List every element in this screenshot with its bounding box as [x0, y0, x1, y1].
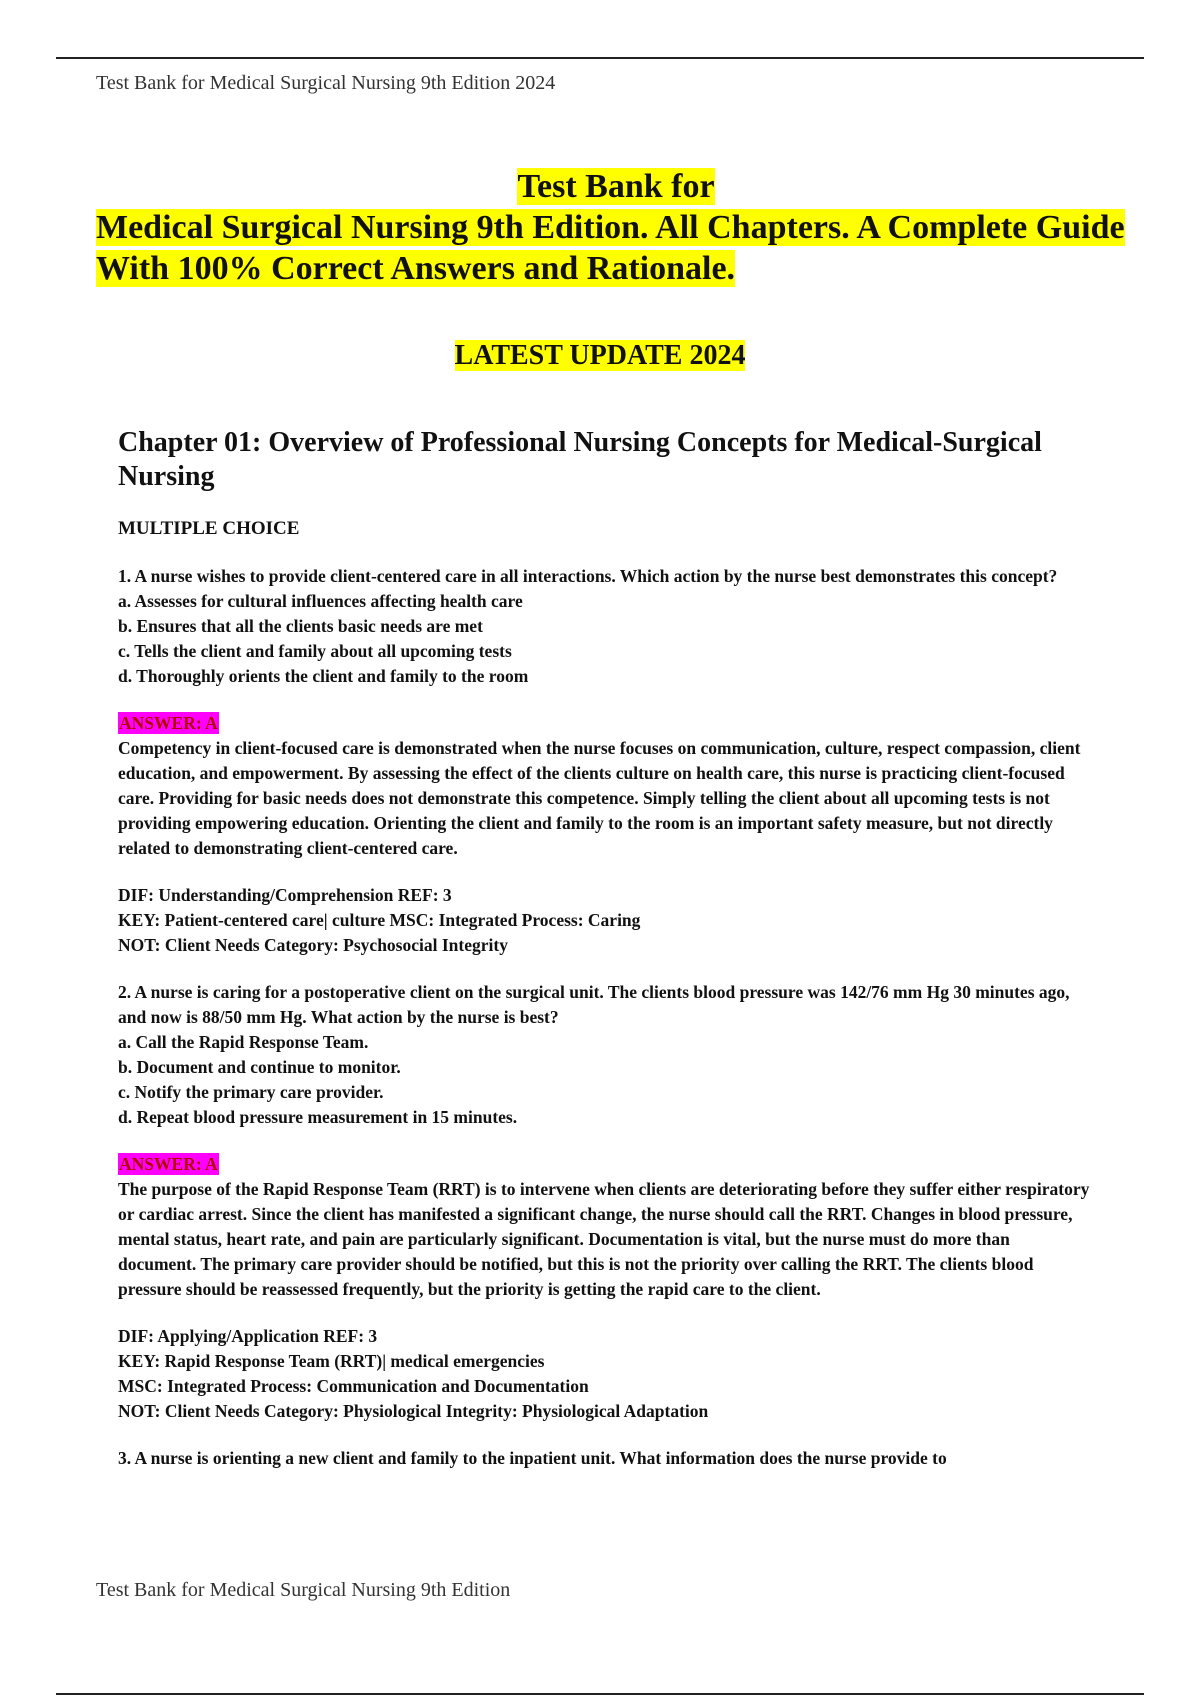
option-d: d. Repeat blood pressure measurement in 15 minutes. — [118, 1107, 518, 1127]
meta-line: KEY: Patient-centered care| culture MSC: Integrated Process: Caring — [118, 910, 641, 930]
option-b: b. Document and continue to monitor. — [118, 1057, 401, 1077]
question-stem: 2. A nurse is caring for a postoperative client on the surgical unit. The clients blood pressure was 142/76 mm Hg 30 minutes ago, and now is 88/50 mm Hg. What action by the nurse is best? — [118, 982, 1070, 1027]
rationale-text: Competency in client-focused care is demonstrated when the nurse focuses on communication, culture, respect compassion, client education, and empowerment. By assessing the effect of the clients culture on health care, this nurse is practicing client-focused care. Providing for basic needs does not demonstrate this competence. Simply telling the client about all upcoming tests is not providing empowering education. Orienting the client and family to the room is an important safety measure, but not directly related to demonstrating client-centered care. — [118, 738, 1081, 858]
option-d: d. Thoroughly orients the client and family to the room — [118, 666, 529, 686]
question-metadata — [118, 883, 1090, 958]
option-c: c. Tells the client and family about all upcoming tests — [118, 641, 512, 661]
title-line-1: Test Bank for — [517, 168, 715, 205]
answer-label: ANSWER: A — [119, 1154, 218, 1174]
running-header: Test Bank for Medical Surgical Nursing 9th Edition 2024 — [96, 72, 556, 94]
meta-line: DIF: Understanding/Comprehension REF: 3 — [118, 885, 452, 905]
rationale-text: The purpose of the Rapid Response Team (RRT) is to intervene when clients are deteriorating before they suffer either respiratory or cardiac arrest. Since the client has manifested a significant change, the nurse should call the RRT. Changes in blood pressure, mental status, heart rate, and pain are particularly significant. Documentation is vital, but the nurse must do more than document. The primary care provider should be notified, but this is not the priority over calling the RRT. The clients blood pressure should be reassessed frequently, but the priority is getting the rapid care to the client. — [118, 1179, 1090, 1299]
meta-line: NOT: Client Needs Category: Psychosocial Integrity — [118, 935, 508, 955]
answer-options — [118, 1030, 1090, 1130]
footer-rule — [56, 1693, 1144, 1695]
option-a: a. Assesses for cultural influences affecting health care — [118, 591, 523, 611]
question-block — [118, 1446, 1090, 1471]
title-line-2: Medical Surgical Nursing 9th Edition. All Chapters. A Complete Guide With 100% Correct Answers and Rationale. — [96, 209, 1125, 287]
chapter-heading: Chapter 01: Overview of Professional Nursing Concepts for Medical-Surgical Nursing — [118, 427, 1042, 492]
header-rule — [56, 57, 1144, 59]
running-footer: Test Bank for Medical Surgical Nursing 9th Edition — [96, 1579, 511, 1601]
option-b: b. Ensures that all the clients basic needs are met — [118, 616, 483, 636]
question-block — [118, 980, 1090, 1424]
option-a: a. Call the Rapid Response Team. — [118, 1032, 369, 1052]
answer-label: ANSWER: A — [119, 713, 218, 733]
meta-line: DIF: Applying/Application REF: 3 — [118, 1326, 378, 1346]
answer-options — [118, 589, 1090, 689]
question-stem: 1. A nurse wishes to provide client-centered care in all interactions. Which action by the nurse best demonstrates this concept? — [118, 566, 1058, 586]
page-content — [118, 426, 1090, 1471]
meta-line: NOT: Client Needs Category: Physiological Integrity: Physiological Adaptation — [118, 1401, 709, 1421]
latest-update-banner: LATEST UPDATE 2024 — [454, 340, 746, 371]
document-title — [96, 166, 1136, 289]
meta-line: MSC: Integrated Process: Communication and Documentation — [118, 1376, 589, 1396]
question-block — [118, 564, 1090, 958]
question-stem: 3. A nurse is orienting a new client and family to the inpatient unit. What information does the nurse provide to — [118, 1448, 947, 1468]
meta-line: KEY: Rapid Response Team (RRT)| medical emergencies — [118, 1351, 545, 1371]
section-label: MULTIPLE CHOICE — [118, 518, 300, 539]
question-metadata — [118, 1324, 1090, 1424]
option-c: c. Notify the primary care provider. — [118, 1082, 384, 1102]
